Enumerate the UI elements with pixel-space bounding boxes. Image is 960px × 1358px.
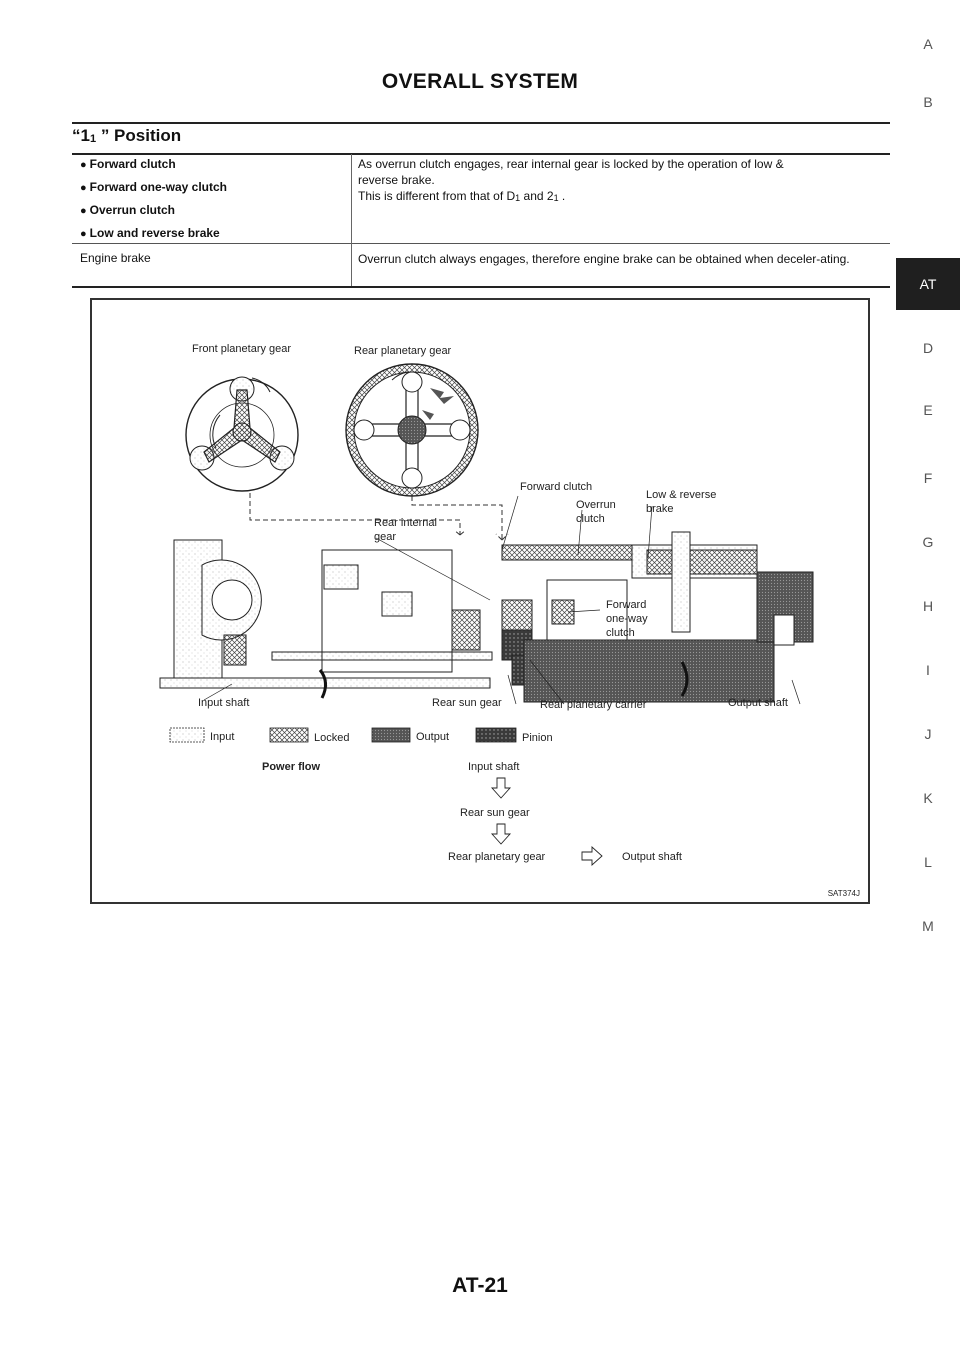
tab-f[interactable]: F — [923, 470, 933, 486]
label-low-reverse-brake: brake — [646, 503, 674, 515]
label-rear-internal-gear: Rear internal — [374, 517, 437, 529]
right-arrow-icon — [582, 847, 602, 865]
heading-open: “1 — [72, 126, 90, 145]
tab-j[interactable]: J — [924, 726, 932, 742]
operation-explanation — [358, 156, 883, 206]
tab-k[interactable]: K — [923, 790, 933, 806]
legend-swatch-locked — [270, 728, 308, 742]
tab-l[interactable]: L — [924, 854, 932, 870]
table-column-divider — [351, 154, 352, 286]
power-flow-figure — [90, 298, 870, 904]
legend-output: Output — [416, 731, 450, 743]
legend-swatch-pinion — [476, 728, 516, 742]
section-heading — [72, 126, 181, 146]
subscript: 1 — [553, 193, 559, 203]
table-top-rule — [72, 153, 890, 155]
label-rear-internal-gear: gear — [374, 531, 397, 543]
bullet-icon: ● — [80, 159, 87, 171]
engine-brake-text: Overrun clutch always engages, therefore engine brake can be obtained when deceler-ating. — [358, 252, 850, 266]
tab-i[interactable]: I — [926, 662, 930, 678]
down-arrow-icon — [492, 824, 510, 844]
label-rear-sun-gear: Rear sun gear — [432, 697, 502, 709]
legend-swatch-output — [372, 728, 410, 742]
label-overrun-clutch: clutch — [576, 513, 605, 525]
section-tabs — [896, 0, 960, 1000]
explanation-line — [358, 188, 883, 206]
legend-input: Input — [210, 731, 235, 743]
power-flow — [262, 761, 682, 865]
tab-e[interactable]: E — [923, 402, 933, 418]
bullet-icon: ● — [80, 205, 87, 217]
list-item — [80, 179, 227, 202]
explanation-line: reverse brake. — [358, 173, 435, 187]
list-item — [80, 156, 227, 179]
figure-code: SAT374J — [827, 889, 860, 898]
tab-a[interactable]: A — [923, 36, 933, 52]
label-rear-planetary-gear: Rear planetary gear — [354, 345, 452, 357]
component-label: Forward clutch — [89, 157, 176, 171]
table-bottom-rule — [72, 286, 890, 288]
text-run: This is different from that of D — [358, 189, 516, 203]
transmission-diagram — [92, 300, 868, 902]
tab-d[interactable]: D — [922, 340, 934, 356]
title-rule — [72, 122, 890, 124]
label-input-shaft: Input shaft — [198, 697, 250, 709]
legend-swatch-input — [170, 728, 204, 742]
tab-at[interactable]: AT — [896, 258, 960, 310]
power-flow-step: Rear planetary gear — [448, 851, 546, 863]
front-planetary-gear — [186, 377, 298, 491]
label-low-reverse-brake: Low & reverse — [646, 489, 717, 501]
legend-pinion: Pinion — [522, 732, 553, 744]
component-label: Low and reverse brake — [89, 226, 220, 240]
legend-locked: Locked — [314, 732, 350, 744]
power-flow-title: Power flow — [262, 761, 321, 773]
down-arrow-icon — [492, 778, 510, 798]
label-front-planetary-gear: Front planetary gear — [192, 343, 292, 355]
list-item — [80, 202, 227, 225]
label-forward-one-way-clutch: one-way — [606, 613, 648, 625]
component-label: Overrun clutch — [89, 203, 176, 217]
transmission-cross-section — [160, 496, 813, 704]
label-forward-clutch: Forward clutch — [520, 481, 593, 493]
page-number: AT-21 — [452, 1274, 508, 1297]
tab-m[interactable]: M — [922, 918, 934, 934]
label-forward-one-way-clutch: Forward — [606, 599, 647, 611]
power-flow-step: Output shaft — [622, 851, 682, 863]
component-list — [80, 156, 227, 248]
subscript: 1 — [515, 193, 521, 203]
heading-close: ” Position — [96, 126, 182, 145]
legend — [170, 728, 553, 744]
explanation-line: As overrun clutch engages, rear internal gear is locked by the operation of low & — [358, 157, 784, 171]
power-flow-step: Input shaft — [468, 761, 520, 773]
list-item — [80, 225, 227, 248]
bullet-icon: ● — [80, 182, 87, 194]
page-title: OVERALL SYSTEM — [381, 70, 579, 93]
heading-subscript: 1 — [89, 133, 97, 145]
text-run: and 2 — [520, 189, 554, 203]
bullet-icon: ● — [80, 228, 87, 240]
tab-h[interactable]: H — [922, 598, 934, 614]
power-flow-step: Rear sun gear — [460, 807, 530, 819]
label-forward-one-way-clutch: clutch — [606, 627, 635, 639]
label-output-shaft: Output shaft — [728, 697, 788, 709]
component-label: Forward one-way clutch — [89, 180, 228, 194]
rear-planetary-gear — [346, 364, 478, 496]
tab-g[interactable]: G — [922, 534, 934, 550]
engine-brake-label: Engine brake — [80, 251, 151, 265]
label-overrun-clutch: Overrun — [576, 499, 616, 511]
tab-b[interactable]: B — [923, 94, 933, 110]
label-rear-planetary-carrier: Rear planetary carrier — [540, 699, 647, 711]
text-run: . — [558, 189, 566, 203]
